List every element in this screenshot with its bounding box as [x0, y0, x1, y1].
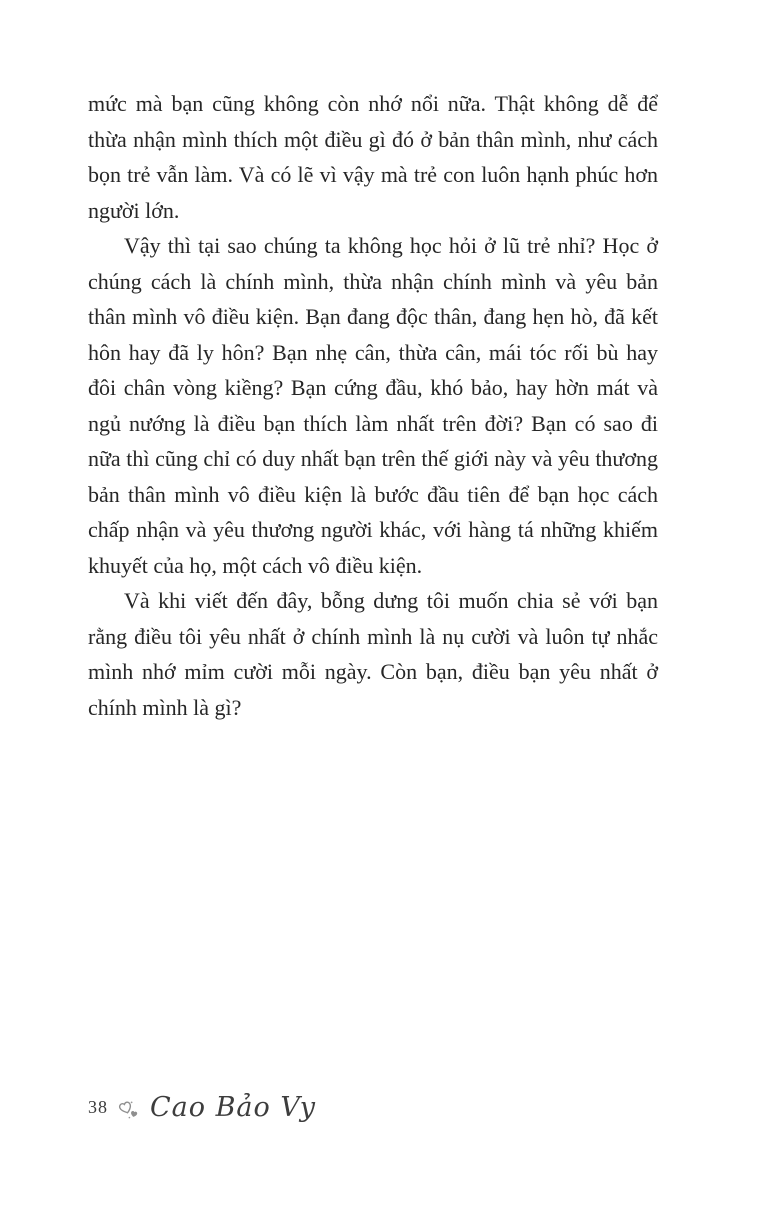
- body-paragraph: Vậy thì tại sao chúng ta không học hỏi ở lũ trẻ nhỉ? Học ở chúng cách là chính mình, thừa nhận chính mình và yêu bản thân mình vô điều kiện. Bạn đang độc thân, đang hẹn hò, đã kết hôn hay đã ly hôn? Bạn nhẹ cân, thừa cân, mái tóc rối bù hay đôi chân vòng kiềng? Bạn cứng đầu, khó bảo, hay hờn mát và ngủ nướng là điều bạn thích làm nhất trên đời? Bạn có sao đi nữa thì cũng chỉ có duy nhất bạn trên thế giới này và yêu thương bản thân mình vô điều kiện là bước đầu tiên để bạn học cách chấp nhận và yêu thương người khác, với hàng tá những khiếm khuyết của họ, một cách vô điều kiện.: [88, 233, 658, 578]
- page-number: 38: [88, 1097, 108, 1117]
- two-hearts-ornament-icon: [117, 1099, 141, 1121]
- author-name: Cao Bảo Vy: [150, 1092, 317, 1123]
- page-body: [88, 86, 658, 725]
- page-footer: [88, 1094, 316, 1121]
- body-paragraph: mức mà bạn cũng không còn nhớ nổi nữa. Thật không dễ để thừa nhận mình thích một điều gì đó ở bản thân mình, như cách bọn trẻ vẫn làm. Và có lẽ vì vậy mà trẻ con luôn hạnh phúc hơn người lớn.: [88, 91, 658, 223]
- body-paragraph: Và khi viết đến đây, bỗng dưng tôi muốn chia sẻ với bạn rằng điều tôi yêu nhất ở chính mình là nụ cười và luôn tự nhắc mình nhớ mỉm cười mỗi ngày. Còn bạn, điều bạn yêu nhất ở chính mình là gì?: [88, 588, 658, 720]
